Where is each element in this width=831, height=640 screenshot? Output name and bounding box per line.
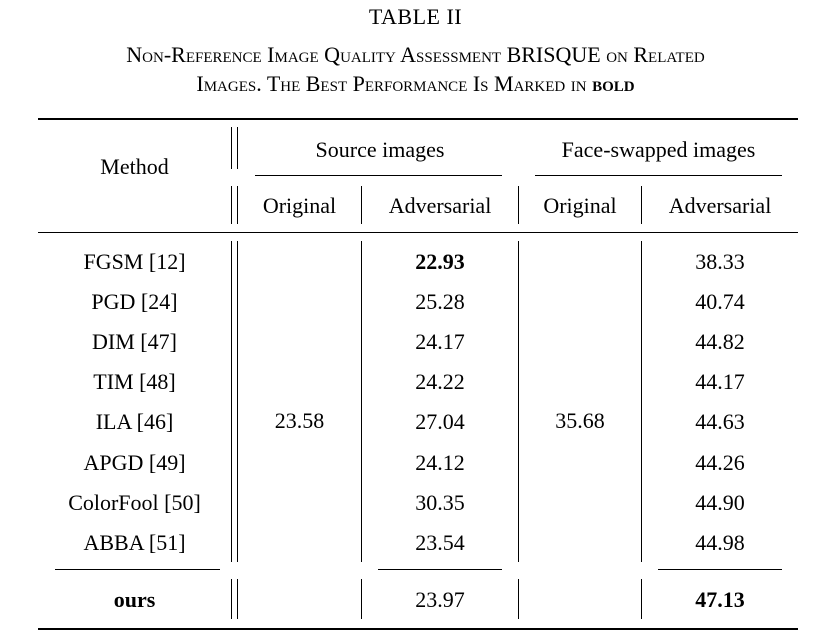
source-original-value: 23.58 xyxy=(274,408,325,433)
header-face-original: Original xyxy=(543,193,617,218)
face-original-value: 35.68 xyxy=(555,408,605,433)
ours-rule-face xyxy=(658,569,782,570)
row-face-adversarial: 44.90 xyxy=(695,490,745,515)
ours-face-adversarial-best: 47.13 xyxy=(695,587,745,612)
row-source-adversarial: 24.12 xyxy=(415,450,465,475)
row-face-adversarial: 44.98 xyxy=(695,530,745,555)
method-divider-a-top xyxy=(231,127,232,169)
row-method: ILA [46] xyxy=(95,409,174,434)
row-source-adversarial: 27.04 xyxy=(415,409,465,434)
ours-rule-source xyxy=(378,569,502,570)
caption-line-1: Non-Reference Image Quality Assessment BRISQUE on Related xyxy=(126,42,705,67)
method-divider-b-ours xyxy=(237,579,238,619)
header-rule xyxy=(38,232,798,233)
top-rule xyxy=(38,118,798,120)
method-divider-a-body xyxy=(231,241,232,562)
row-source-adversarial: 24.22 xyxy=(415,369,465,394)
source-group-rule xyxy=(255,175,502,176)
row-face-adversarial: 44.26 xyxy=(695,450,745,475)
row-method: APGD [49] xyxy=(83,450,186,475)
method-divider-b-body xyxy=(237,241,238,562)
row-face-adversarial: 40.74 xyxy=(695,289,745,314)
header-source-adversarial: Adversarial xyxy=(388,193,492,218)
method-divider-a-ours xyxy=(231,579,232,619)
header-face-swapped-images: Face-swapped images xyxy=(561,137,756,162)
method-divider-a-header xyxy=(231,186,232,224)
header-face-adversarial: Adversarial xyxy=(668,193,772,218)
caption-line-2-text: Images. The Best Performance Is Marked in xyxy=(196,71,593,96)
row-source-adversarial-best: 22.93 xyxy=(415,249,465,274)
table-title: TABLE II xyxy=(368,4,463,29)
caption-line-2 xyxy=(0,69,831,98)
face-group-rule xyxy=(535,175,782,176)
bottom-rule xyxy=(38,628,798,630)
row-source-adversarial: 24.17 xyxy=(415,329,465,354)
header-method: Method xyxy=(100,154,169,179)
row-method: FGSM [12] xyxy=(83,249,186,274)
ours-source-adversarial: 23.97 xyxy=(415,587,465,612)
row-method: TIM [48] xyxy=(93,369,176,394)
header-source-images: Source images xyxy=(315,137,445,162)
row-source-adversarial: 30.35 xyxy=(415,490,465,515)
row-source-adversarial: 25.28 xyxy=(415,289,465,314)
caption-bold-word: bold xyxy=(592,71,635,96)
row-face-adversarial: 44.63 xyxy=(695,409,745,434)
header-source-original: Original xyxy=(262,193,337,218)
row-source-adversarial: 23.54 xyxy=(415,530,465,555)
row-face-adversarial: 44.82 xyxy=(695,329,745,354)
row-method: DIM [47] xyxy=(92,329,177,354)
row-method: ABBA [51] xyxy=(83,530,186,555)
table-caption xyxy=(0,40,831,98)
row-face-adversarial: 44.17 xyxy=(695,369,745,394)
group-divider-body xyxy=(518,241,519,562)
ours-rule-method xyxy=(55,569,220,570)
row-method: ColorFool [50] xyxy=(68,490,201,515)
group-divider-ours xyxy=(518,579,519,619)
method-divider-b-top xyxy=(237,127,238,169)
row-method: PGD [24] xyxy=(91,289,178,314)
row-face-adversarial: 38.33 xyxy=(695,249,745,274)
ours-method: ours xyxy=(113,587,156,612)
